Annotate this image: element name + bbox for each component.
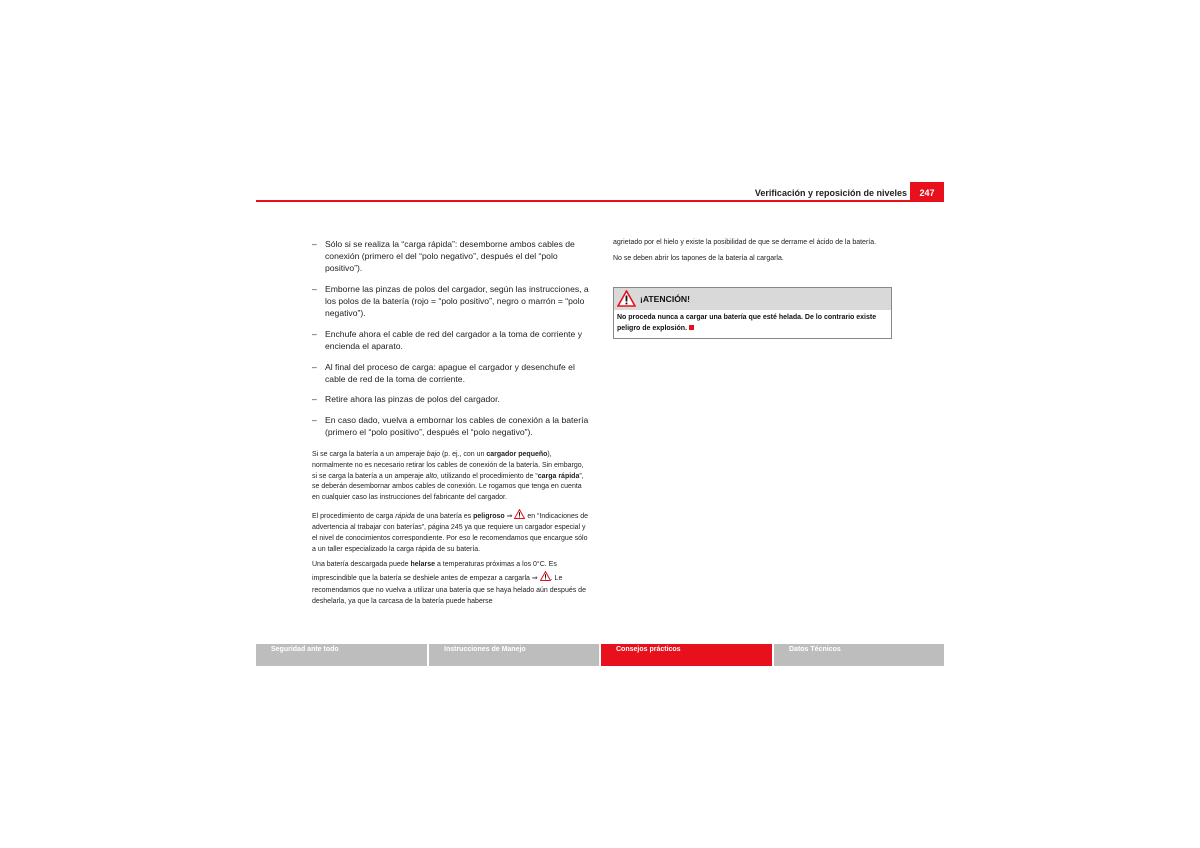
left-column — [312, 238, 590, 612]
tab-datos-tecnicos[interactable]: Datos Técnicos — [774, 644, 944, 666]
warning-triangle-icon — [617, 290, 636, 312]
footer-nav — [256, 644, 944, 666]
attention-header — [614, 288, 891, 310]
attention-body: No proceda nunca a cargar una batería que esté helada. De lo contrario existe peligro de explosión. — [617, 314, 877, 332]
tab-consejos[interactable]: Consejos prácticos — [601, 644, 772, 666]
end-marker-icon — [689, 325, 694, 330]
attention-box — [613, 287, 892, 339]
running-header-title: Verificación y reposición de niveles — [754, 188, 907, 198]
tab-seguridad[interactable]: Seguridad ante todo — [256, 644, 427, 666]
warning-triangle-icon[interactable] — [540, 571, 551, 586]
list-item: – Enchufe ahora el cable de red del cargador a la toma de corriente y encienda el aparato. — [312, 328, 583, 352]
tab-instrucciones[interactable]: Instrucciones de Manejo — [429, 644, 599, 666]
header-rule — [256, 200, 944, 202]
list-item: – En caso dado, vuelva a embornar los cables de conexión a la batería (primero el “polo positivo”, después el “polo negativo”). — [312, 414, 589, 437]
page-number: 247 — [910, 182, 944, 201]
warning-triangle-icon[interactable] — [514, 509, 525, 524]
list-item: – Sólo si se realiza la “carga rápida”: desemborne ambos cables de conexión (primero el del “polo negativo”, después el del “polo positivo”). — [312, 239, 575, 274]
paragraph-amperage: Si se carga la batería a un amperaje bajo (p. ej., con un cargador pequeño), normalmente no es necesario retirar los cables de conexión de la batería. Sin embargo, si se carga la batería a un amperaje alto, utilizando el procedimiento de “carga rápida”, se deberán desembornar ambos cables de conexión. Le rogamos que tenga en cuenta en cualquier caso las instrucciones del fabricante del cargador. — [312, 451, 584, 501]
paragraph-continued: agrietado por el hielo y existe la posibilidad de que se derrame el ácido de la batería. — [613, 239, 877, 246]
paragraph-quick-charge: El procedimiento de carga rápida de una batería es peligroso ⇒ en “Indicaciones de advertencia al trabajar con baterías”, página 245 ya que requiere un cargador especial y el nivel de conocimientos correspondiente. Por eso le recomendamos que encargue sólo a un taller especializado la carga rápida de su batería. — [312, 509, 590, 556]
paragraph-caps: No se deben abrir los tapones de la batería al cargarla. — [613, 254, 784, 262]
step-list — [312, 238, 590, 438]
list-item: – Al final del proceso de carga: apague el cargador y desenchufe el cable de red de la toma de corriente. — [312, 361, 575, 384]
right-column — [613, 238, 891, 269]
list-item: – Retire ahora las pinzas de polos del cargador. — [312, 394, 500, 405]
list-item: – Emborne las pinzas de polos del cargador, según las instrucciones, a los polos de la batería (rojo = “polo positivo”, negro o marrón = “polo negativo”). — [312, 283, 589, 319]
attention-title: ¡ATENCIÓN! — [640, 294, 690, 304]
paragraph-freezing: Una batería descargada puede helarse a temperaturas próximas a los 0°C. Es imprescindible que la batería se deshiele antes de empezar a cargarla ⇒ . Le recomendamos que no vuelva a utilizar una batería que se haya helado aún después de deshelarla, ya que la carcasa de la batería puede haberse — [312, 561, 586, 605]
